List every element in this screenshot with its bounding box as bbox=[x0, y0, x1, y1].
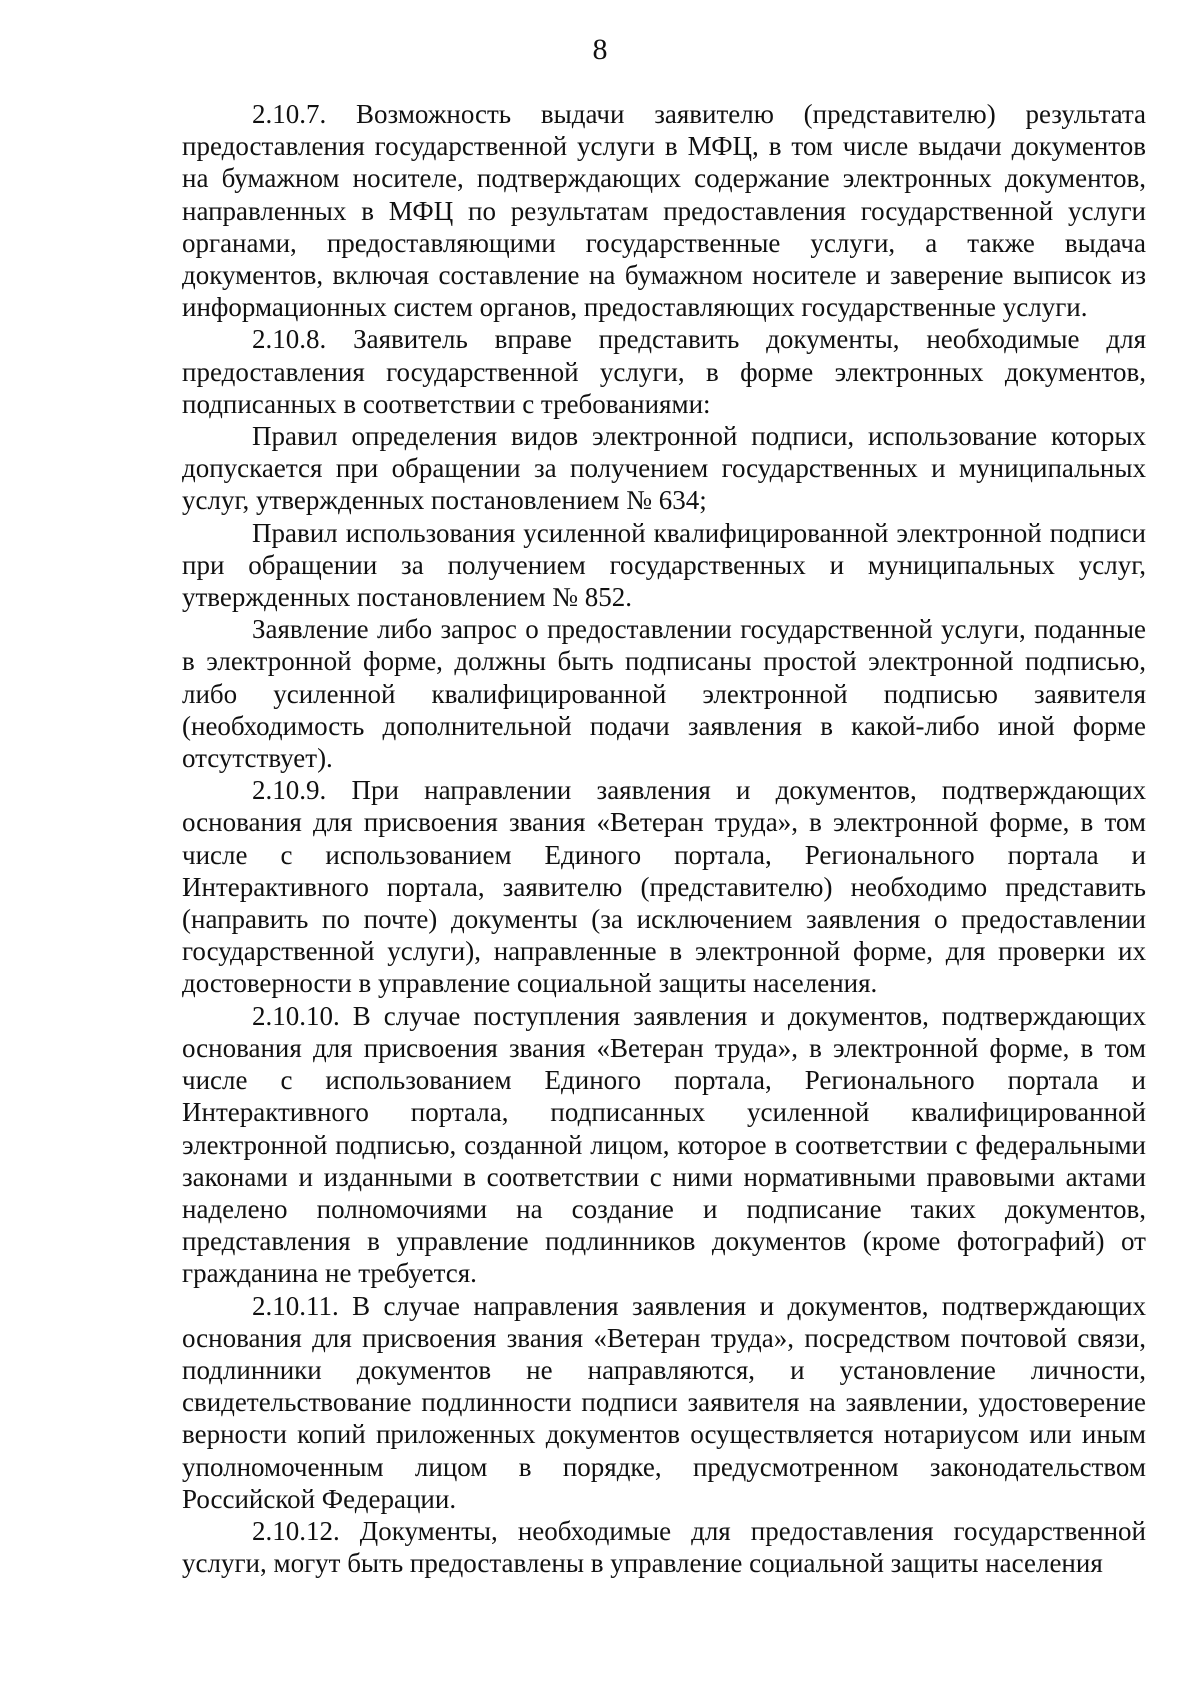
paragraph-2-10-11: 2.10.11. В случае направления заявления и документов, подтверждающих основания для присвоения звания «Ветеран труда», посредством почтовой связи, подлинники документов не направляются, и установление личности, свидетельствование подлинности подписи заявителя на заявлении, удостоверение верности копий приложенных документов осуществляется нотариусом или иным уполномоченным лицом в порядке, предусмотренном законодательством Российской Федерации. bbox=[182, 1290, 1146, 1514]
paragraph-2-10-8: 2.10.8. Заявитель вправе представить документы, необходимые для предоставления государственной услуги, в форме электронных документов, подписанных в соответствии с требованиями: bbox=[182, 324, 1146, 419]
paragraph-electronic-signature: Заявление либо запрос о предоставлении государственной услуги, поданные в электронной форме, должны быть подписаны простой электронной подписью, либо усиленной квалифицированной электронной подписью заявителя (необходимость дополнительной подачи заявления в какой-либо иной форме отсутствует). bbox=[182, 614, 1146, 774]
paragraph-rules-634: Правил определения видов электронной подписи, использование которых допускается при обращении за получением государственных и муниципальных услуг, утвержденных постановлением № 634; bbox=[182, 421, 1146, 516]
document-body bbox=[182, 98, 1146, 1579]
paragraph-2-10-12: 2.10.12. Документы, необходимые для предоставления государственной услуги, могут быть предоставлены в управление социальной защиты населения bbox=[182, 1515, 1146, 1579]
paragraph-2-10-10: 2.10.10. В случае поступления заявления и документов, подтверждающих основания для присвоения звания «Ветеран труда», в электронной форме, в том числе с использованием Единого портала, Регионального портала и Интерактивного портала, подписанных усиленной квалифицированной электронной подписью, созданной лицом, которое в соответствии с федеральными законами и изданными в соответствии с ними нормативными правовыми актами наделено полномочиями на создание и подписание таких документов, представления в управление подлинников документов (кроме фотографий) от гражданина не требуется. bbox=[182, 1000, 1146, 1289]
page-number: 8 bbox=[592, 33, 608, 66]
paragraph-2-10-7: 2.10.7. Возможность выдачи заявителю (представителю) результата предоставления государственной услуги в МФЦ, в том числе выдачи документов на бумажном носителе, подтверждающих содержание электронных документов, направленных в МФЦ по результатам предоставления государственной услуги органами, предоставляющими государственные услуги, а также выдача документов, включая составление на бумажном носителе и заверение выписок из информационных систем органов, предоставляющих государственные услуги. bbox=[182, 99, 1146, 323]
paragraph-2-10-9: 2.10.9. При направлении заявления и документов, подтверждающих основания для присвоения звания «Ветеран труда», в электронной форме, в том числе с использованием Единого портала, Регионального портала и Интерактивного портала, заявителю (представителю) необходимо представить (направить по почте) документы (за исключением заявления о предоставлении государственной услуги), направленные в электронной форме, для проверки их достоверности в управление социальной защиты населения. bbox=[182, 775, 1146, 999]
paragraph-rules-852: Правил использования усиленной квалифицированной электронной подписи при обращении за получением государственных и муниципальных услуг, утвержденных постановлением № 852. bbox=[182, 517, 1146, 613]
